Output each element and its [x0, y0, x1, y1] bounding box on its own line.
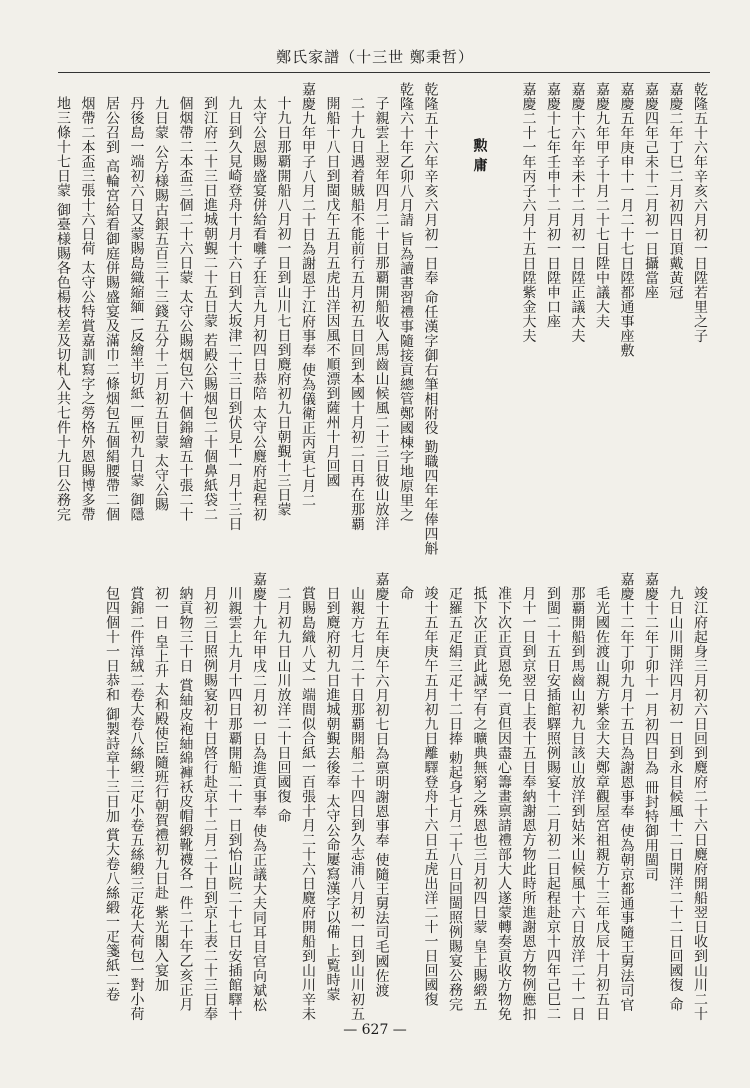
page-header: 鄭氏家譜（十三世 鄭秉哲）: [276, 48, 474, 66]
text-column: 納貢物三十日 賞紬皮袍紬綿褲袄皮帽緞靴襪各一件二十年乙亥正月: [177, 586, 194, 1012]
text-column: 賞錦二件漳絨二卷大卷八絲緞三疋小卷五絲緞三疋花大荷包一對小荷: [128, 586, 145, 1021]
text-column: 包四個十一日恭和 御製詩章十三日加 賞大卷八絲緞一疋箋紙二卷: [104, 586, 120, 1002]
text-column: 初一日 皇上升 太和殿使臣隨班行朝賀禮初九日赴 紫光閣入宴加: [153, 586, 169, 993]
text-column: 子親雲上翌年四月二十日那覇開船收入馬齒山候風二十三日彼山放洋: [373, 96, 390, 531]
text-column: 准下次正貢恩免一貢但因盡心籌畫禀請禮部大人遂蒙轉奏貢收方物免: [496, 586, 512, 1021]
text-column: 乾隆五十六年辛亥六月初一日奉 命任漢字御右筆相附役 勤職四年年俸四斛: [422, 82, 439, 556]
text-column: 嘉慶四年己未十二月初一日攝當座: [643, 82, 659, 300]
text-column: 九日到久見崎登舟十月十六日到大坂津二十三日到伏見十一月十三日: [226, 96, 243, 531]
header-rule: [58, 72, 710, 73]
text-column: 川親雲上九月十四日那覇開船二十一日到怡山院二十七日安插館驛十: [226, 586, 243, 1021]
text-column: 命: [398, 586, 414, 601]
text-column: 嘉慶十二年丁卯九月十五日為謝恩事奉 使為朝京都通事隨王舅法司官: [618, 572, 635, 1012]
text-column: 二月初九日山川放洋二十日回國復 命: [275, 586, 292, 823]
lower-text-block: [60, 572, 712, 1062]
text-column: 二十九日遇着賊船不能前行五月初五日回到本國十月初二日再在那覇: [349, 96, 365, 531]
text-column: 丹後島一端初六日又蒙賜島織縮緬一反繪半切紙一匣初九日蒙 御隱: [128, 96, 145, 522]
text-column: 毛光國佐渡山親方紫金大夫鄭章觀屋宮祖親方十三年戊辰十月初五日: [594, 586, 610, 1021]
text-column: 月十一日到京翌日上表十五日奉納謝恩方物此時所進謝恩方物例應扣: [520, 586, 537, 1021]
text-column: 十九日那覇開船八月初一日到山川七日到麑府初九日朝覲十三日蒙: [275, 96, 292, 517]
section-heading: 勲 庸: [471, 138, 488, 173]
text-column: [492, 82, 517, 572]
text-column: 開船十八日到閩戊午五月五虎出洋因風不順漂到薩州十月回國: [324, 96, 341, 488]
text-column: 日到麑府初九日進城朝覲去後奉 太守公命屢寫漢字以備 上覧時蒙: [324, 586, 341, 1002]
text-column: 嘉慶九年甲子十月二十七日陞中議大夫: [594, 82, 610, 329]
text-column: 疋羅五疋絹三疋十二日捧 勅起身七月二十八日回閩照例賜宴公務完: [447, 586, 463, 1012]
text-column: 地三條十七日蒙 御臺様賜各色楊枝差及切札入共七件十九日公務完: [55, 96, 71, 522]
text-column: 嘉慶二十一年丙子六月十五日陞紫金大夫: [520, 82, 537, 343]
text-column: 嘉慶二年丁巳二月初四日頂戴黃冠: [667, 82, 684, 300]
text-column: 九日蒙 公方様賜古銀五百三十三錢五分十二月初五日蒙 太守公賜: [153, 96, 169, 512]
text-column: 居公召到 高輪宮給看御庭併賜盛宴及滿巾二條烟包五個絹腰帶二個: [104, 96, 120, 522]
text-column: 到江府二十三日進城朝覲二十五日蒙 若殿公賜烟包二十個鼻紙袋二: [202, 96, 218, 522]
page-number: — 627 —: [343, 1022, 407, 1038]
text-column: 嘉慶十七年壬申十二月初一日陞申口座: [545, 82, 561, 329]
text-column: 嘉慶十六年辛未十二月初一日陞正議大夫: [569, 82, 586, 343]
text-column: 月初三日照例賜宴初十日啓行赴京十二月二十日到京上表二十三日奉: [202, 586, 218, 1021]
upper-text-block: [55, 82, 712, 572]
text-column: 抵下次正貢此誠罕有之曠典無窮之殊恩也三月初四日蒙 皇上賜緞五: [471, 586, 488, 1012]
text-column: 嘉慶十二年丁卯十一月初四日為 冊封特御用閩司: [643, 572, 659, 882]
text-column: 乾隆六十年乙卯八月請 旨為讀書習禮事隨接貢總管鄭國棟字地原里之: [398, 82, 414, 522]
text-column: 嘉慶九年甲子八月二十日為謝恩于江府事奉 使為儀衛正丙寅七月二: [300, 82, 316, 508]
text-column: 竣十五年庚午五月初九日離驛登舟十六日五虎出洋二十一日回國復: [422, 586, 439, 1007]
text-column: 九日山川開洋四月初一日到永目候風十二日開洋二十二日回國復 命: [667, 586, 684, 1012]
text-column: [443, 82, 468, 572]
text-column: 烟帶二本盃三張十六日荷 太守公特賞嘉訓寫字之勞格外恩賜博多帶: [79, 96, 96, 522]
text-column: 嘉慶十九年甲戌二月初一日為進貢事奉 使為正議大夫同耳目官向斌松: [251, 572, 267, 1012]
text-column: 太守公恩賜盛宴併給看囃子狂言九月初四日恭陪 太守公麑府起程初: [251, 96, 267, 522]
text-column: 山親方七月二十日那覇開船二十四日到久志浦八月初一日到山川初五: [349, 586, 365, 1021]
text-column: 個烟帶二本盃三個二十六日蒙 太守公賜烟包六十個錦繪五十張二十: [177, 96, 194, 522]
text-column: 到閩二十五日安插館驛照例賜宴十二月初二日起程赴京十四年己巳二: [545, 586, 561, 1021]
text-column: 賞賜島織八丈一端間似合紙一百張十月二十六日麑府開船到山川辛未: [300, 586, 316, 1021]
text-column: 乾隆五十六年辛亥六月初一日陞若里之子: [692, 82, 708, 343]
text-column: 那覇開船到馬齒山初九日該山放洋到姑米山候風十六日放洋二十一日: [569, 586, 586, 1021]
text-column: 竣江府起身三月初六日回到麑府二十六日麑府開船翌日收到山川二十: [692, 586, 708, 1021]
text-column: 嘉慶五年庚申十一月二十七日陞都通事座敷: [618, 82, 635, 358]
text-column: 嘉慶十五年庚午六月初七日為禀明謝恩事奉 使隨王舅法司毛國佐渡: [373, 572, 390, 998]
